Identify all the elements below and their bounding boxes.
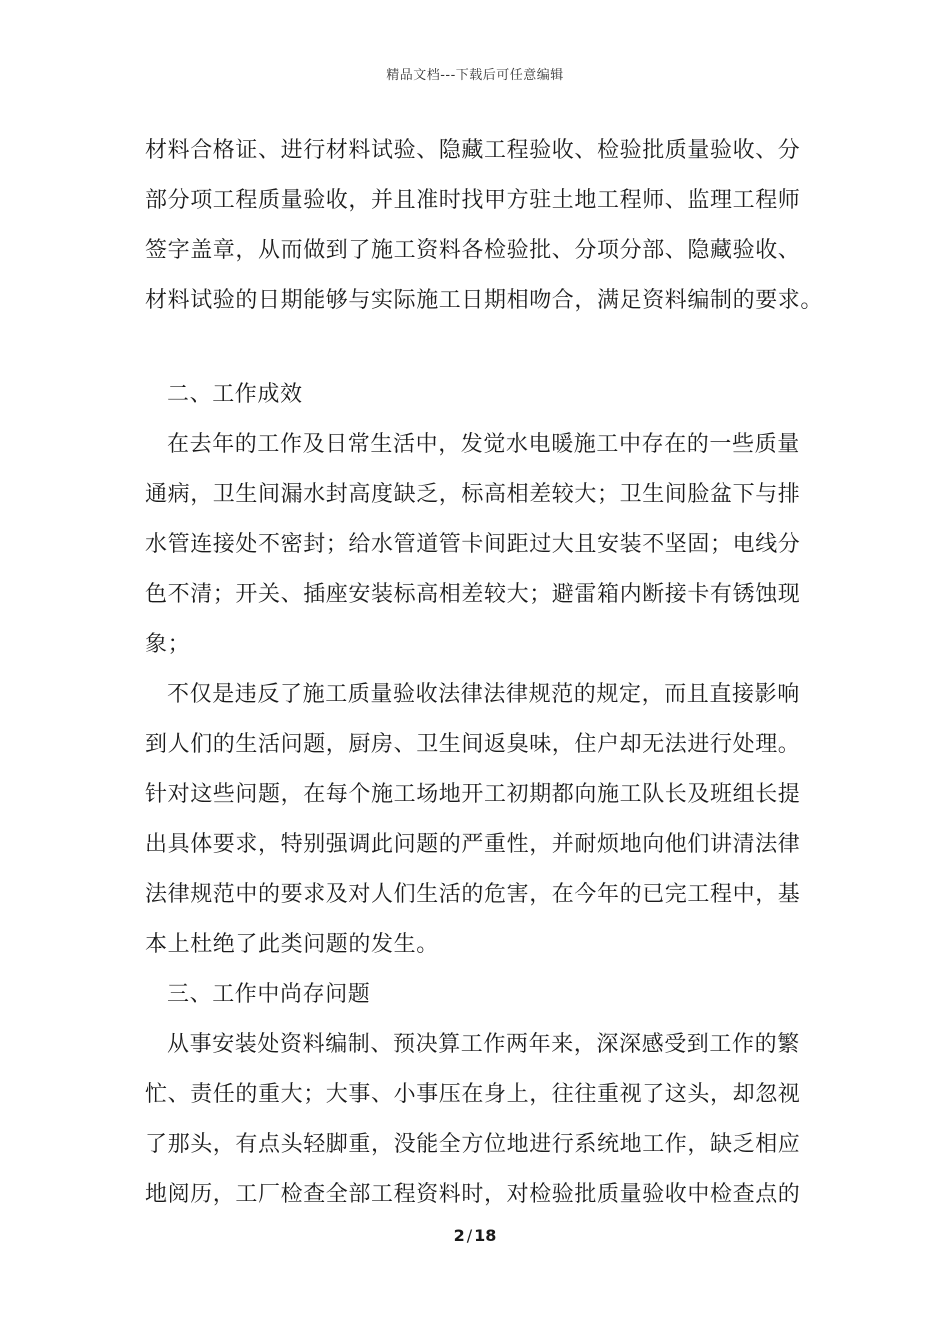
paragraph xyxy=(145,1020,810,1220)
text-line: 针对这些问题，在每个施工场地开工初期都向施工队长及班组长提 xyxy=(145,782,801,807)
total-pages: 18 xyxy=(474,1226,497,1245)
text-line: 材料试验的日期能够与实际施工日期相吻合，满足资料编制的要求。 xyxy=(145,288,824,313)
text-line: 水管连接处不密封；给水管道管卡间距过大且安装不坚固；电线分 xyxy=(145,532,801,557)
text-line: 到人们的生活问题，厨房、卫生间返臭味，住户却无法进行处理。 xyxy=(145,732,801,757)
text-line: 忙、责任的重大；大事、小事压在身上，往往重视了这头，却忽视 xyxy=(145,1082,801,1107)
paragraph xyxy=(145,670,810,970)
text-line: 从事安装处资料编制、预决算工作两年来，深深感受到工作的繁 xyxy=(167,1032,800,1057)
text-line: 签字盖章，从而做到了施工资料各检验批、分项分部、隐藏验收、 xyxy=(145,238,801,263)
text-line: 地阅历，工厂检查全部工程资料时，对检验批质量验收中检查点的 xyxy=(145,1182,801,1207)
document-body xyxy=(145,126,824,1220)
text-line: 出具体要求，特别强调此问题的严重性，并耐烦地向他们讲清法律 xyxy=(145,832,801,857)
text-line: 在去年的工作及日常生活中，发觉水电暖施工中存在的一些质量 xyxy=(167,432,800,457)
paragraph xyxy=(145,126,824,326)
page-number xyxy=(0,1226,950,1245)
text-line: 了那头，有点头轻脚重，没能全方位地进行系统地工作，缺乏相应 xyxy=(145,1132,801,1157)
text-line: 通病，卫生间漏水封高度缺乏，标高相差较大；卫生间脸盆下与排 xyxy=(145,482,801,507)
text-line: 象； xyxy=(145,632,191,657)
paragraph xyxy=(145,420,810,670)
text-line: 不仅是违反了施工质量验收法律法律规范的规定，而且直接影响 xyxy=(167,682,800,707)
text-line: 部分项工程质量验收，并且准时找甲方驻土地工程师、监理工程师 xyxy=(145,188,801,213)
text-line: 材料合格证、进行材料试验、隐藏工程验收、检验批质量验收、分 xyxy=(145,138,801,163)
paragraph-spacer xyxy=(145,326,810,370)
page-separator: / xyxy=(466,1226,473,1245)
text-line: 色不清；开关、插座安装标高相差较大；避雷箱内断接卡有锈蚀现 xyxy=(145,582,801,607)
section-heading: 二、工作成效 xyxy=(167,382,303,407)
text-line: 法律规范中的要求及对人们生活的危害，在今年的已完工程中，基 xyxy=(145,882,801,907)
current-page: 2 xyxy=(453,1226,465,1245)
page-header: 精品文档---下载后可任意编辑 xyxy=(386,68,564,83)
section-heading: 三、工作中尚存问题 xyxy=(167,982,371,1007)
text-line: 本上杜绝了此类问题的发生。 xyxy=(145,932,439,957)
